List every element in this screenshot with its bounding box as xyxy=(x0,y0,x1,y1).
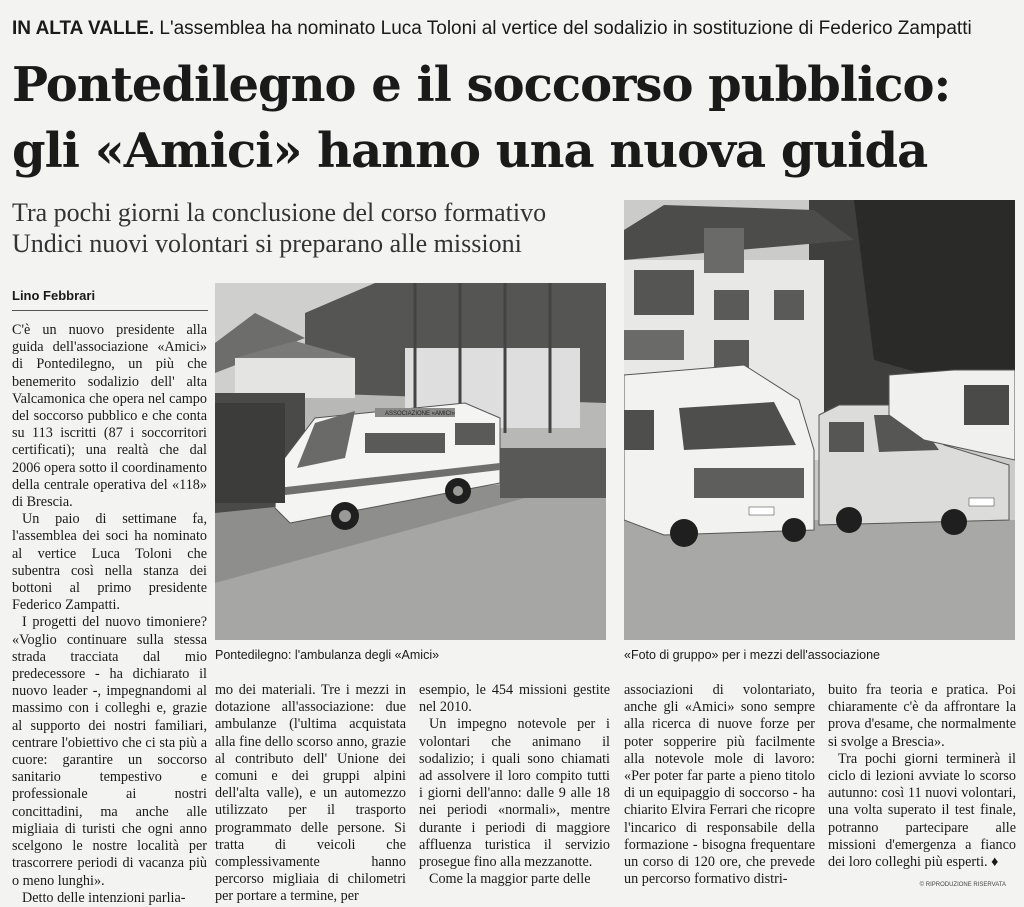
paragraph: Tra pochi giorni terminerà il ciclo di lezioni avviate lo scorso autunno: così 11 nuovi volontari, una volta superato il test finale, potranno partecipare alle missioni d'emergenza a fianco dei loro colleghi più esperti. ♦ xyxy=(828,750,1016,871)
subheadline-line-1: Tra pochi giorni la conclusione del corso formativo xyxy=(12,198,547,227)
paragraph: buito fra teoria e pratica. Poi chiaramente c'è da affrontare la prova d'esame, che normalmente si svolge a Brescia». xyxy=(828,682,1016,750)
paragraph: I progetti del nuovo timoniere? «Voglio continuare sulla stessa strada tracciata dal mio predecessore - ha dichiarato il nuovo leader -, impegnandomi al massimo con i colleghi e, grazie al supporto dei nostri familiari, centrare l'obiettivo che ci sta più a cuore: garantire un soccorso sanitario tempestivo e professionale ai nostri concittadini, ma anche alle migliaia di turisti che ogni anno scelgono le nostre località per trascorrere periodi di vacanza più o meno lunghi». xyxy=(12,614,207,889)
article-column-5 xyxy=(828,682,1016,871)
paragraph: esempio, le 454 missioni gestite nel 2010. xyxy=(419,682,610,716)
vehicles-photo xyxy=(624,200,1015,640)
ambulance-photo xyxy=(215,283,606,640)
kicker-text: L'assemblea ha nominato Luca Toloni al vertice del sodalizio in sostituzione di Federico Zampatti xyxy=(159,18,972,39)
paragraph: Detto delle intenzioni parlia- xyxy=(22,889,186,906)
headline-line-1: Pontedilegno e il soccorso pubblico: xyxy=(12,57,951,113)
vehicles-photo-image xyxy=(624,200,1015,640)
left-photo-caption: Pontedilegno: l'ambulanza degli «Amici» xyxy=(215,648,440,662)
paragraph: C'è un nuovo presidente alla guida dell'associazione «Amici» di Pontedilegno, un più che benemerito sodalizio dell' alta Valcamonica che opera nel campo del soccorso pubblico e che conta su 113 iscritti (87 i soccorritori certificati); una realtà che dal 2006 opera sotto il coordinamento della centrale operativa del «118» di Brescia. xyxy=(12,322,207,511)
paragraph: Come la maggior parte delle xyxy=(429,871,591,888)
ambulance-photo-image xyxy=(215,283,606,640)
article-column-2 xyxy=(215,682,406,906)
subheadline-line-2: Undici nuovi volontari si preparano alle missioni xyxy=(12,229,522,258)
right-photo-caption: «Foto di gruppo» per i mezzi dell'associazione xyxy=(624,648,880,662)
paragraph: mo dei materiali. Tre i mezzi in dotazione all'associazione: due ambulanze (l'ultima acquistata alla fine dello scorso anno, grazie al contributo dell' Unione dei comuni e dei gruppi alpini dell'alta valle), e un automezzo utilizzato per il trasporto programmato delle persone. Si tratta di veicoli che complessivamente hanno percorso migliaia di chilometri per portare a termine, per xyxy=(215,682,406,905)
reproduction-notice: © RIPRODUZIONE RISERVATA xyxy=(919,882,1006,888)
article-column-1 xyxy=(12,322,207,907)
paragraph: Un impegno notevole per i volontari che animano il sodalizio; i quali sono chiamati ad assolvere il loro compito tutti i giorni dell'anno: dalle 9 alle 18 nei periodi «normali», mentre durante i periodi di maggiore affluenza turistica il servizio prosegue fino alla mezzanotte. xyxy=(419,716,610,871)
article-column-3 xyxy=(419,682,610,888)
byline: Lino Febbrari xyxy=(12,288,96,303)
headline xyxy=(12,52,1022,184)
byline-rule xyxy=(12,310,208,311)
paragraph: associazioni di volontariato, anche gli «Amici» sono sempre alla ricerca di nuove forze per poter sopperire più facilmente alla notevole mole di lavoro: «Per poter far parte a pieno titolo di un equipaggio di soccorso - ha chiarito Elvira Ferrari che ricopre l'incarico di responsabile della formazione - bisogna frequentare un corso di 120 ore, che prevede un percorso formativo distri- xyxy=(624,682,815,888)
ambulance-sign: ASSOCIAZIONE «AMICI» xyxy=(385,411,456,417)
article-column-4 xyxy=(624,682,815,888)
subheadline xyxy=(12,197,546,259)
paragraph: Un paio di settimane fa, l'assemblea dei soci ha nominato al vertice Luca Toloni che subentra così nella stanza dei bottoni al primo presidente Federico Zampatti. xyxy=(12,511,207,614)
headline-line-2: gli «Amici» hanno una nuova guida xyxy=(12,123,928,179)
kicker-label: IN ALTA VALLE. xyxy=(12,18,155,39)
kicker xyxy=(12,18,972,40)
